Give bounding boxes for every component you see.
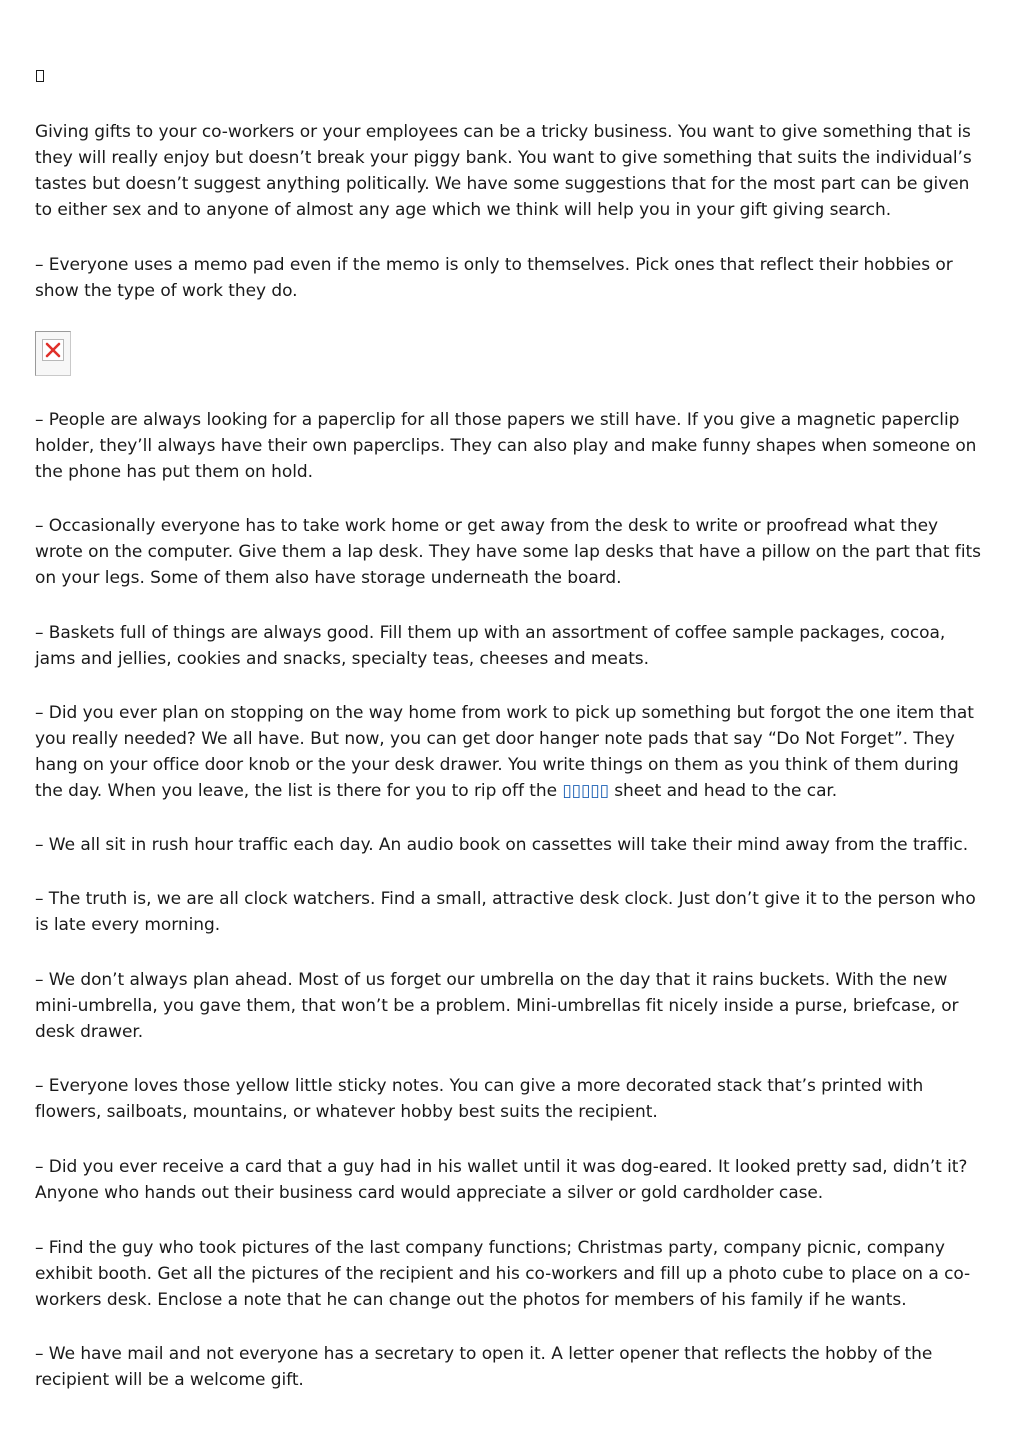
broken-image-icon: [42, 339, 64, 361]
cardholder-paragraph: – Did you ever receive a card that a guy had in his wallet until it was dog-eared. It looked pretty sad, didn’t it? Anyone who hands out their business card would appreciate a silver or gold cardholder case.: [35, 1157, 968, 1203]
photo-cube-paragraph: – Find the guy who took pictures of the last company functions; Christmas party, company picnic, company exhibit booth. Get all the pictures of the recipient and his co-workers and fill up a photo cube to place on a co-workers desk. Enclose a note that he can change out the photos for members of his family if he wants.: [35, 1238, 971, 1310]
desk-clock-paragraph: – The truth is, we are all clock watchers. Find a small, attractive desk clock. Just don’t give it to the person who is late every morning.: [35, 889, 976, 935]
close-x-icon: [45, 342, 61, 358]
sticky-notes-paragraph: – Everyone loves those yellow little sticky notes. You can give a more decorated stack that’s printed with flowers, sailboats, mountains, or whatever hobby best suits the recipient.: [35, 1076, 924, 1122]
letter-opener-paragraph: – We have mail and not everyone has a secretary to open it. A letter opener that reflects the hobby of the recipient will be a welcome gift.: [35, 1344, 933, 1390]
broken-image-placeholder: [35, 331, 71, 376]
inline-link[interactable]: ▯▯▯▯▯: [562, 781, 609, 801]
umbrella-paragraph: – We don’t always plan ahead. Most of us forget our umbrella on the day that it rains buckets. With the new mini-umbrella, you gave them, that won’t be a problem. Mini-umbrellas fit nicely inside a purse, briefcase, or desk drawer.: [35, 970, 959, 1042]
door-hanger-text: – Did you ever plan on stopping on the way home from work to pick up something but forgot the one item that you really needed? We all have. But now, you can get door hanger note pads that say “Do Not Forget”. They hang on your office door knob or the your desk drawer. You write things on them as you think of them during the day. When you leave, the list is there for you to rip off the: [35, 703, 974, 801]
baskets-paragraph: – Baskets full of things are always good. Fill them up with an assortment of coffee sample packages, cocoa, jams and jellies, cookies and snacks, specialty teas, cheeses and meats.: [35, 623, 946, 669]
door-hanger-text-end: sheet and head to the car.: [608, 781, 838, 801]
door-hanger-paragraph: [35, 700, 990, 804]
intro-paragraph: Giving gifts to your co-workers or your employees can be a tricky business. You want to give something that is they will really enjoy but doesn’t break your piggy bank. You want to give something that suits the individual’s tastes but doesn’t suggest anything politically. We have some suggestions that for the most part can be given to either sex and to anyone of almost any age which we think will help you in your gift giving search.: [35, 122, 972, 220]
memo-pad-paragraph: – Everyone uses a memo pad even if the memo is only to themselves. Pick ones that reflect their hobbies or show the type of work they do.: [35, 255, 953, 301]
paperclip-paragraph: – People are always looking for a paperclip for all those papers we still have. If you give a magnetic paperclip holder, they’ll always have their own paperclips. They can also play and make funny shapes when someone on the phone has put them on hold.: [35, 410, 977, 482]
audio-book-paragraph: – We all sit in rush hour traffic each day. An audio book on cassettes will take their mind away from the traffic.: [35, 835, 969, 855]
missing-glyph-icon: [36, 70, 44, 82]
lap-desk-paragraph: – Occasionally everyone has to take work home or get away from the desk to write or proofread what they wrote on the computer. Give them a lap desk. They have some lap desks that have a pillow on the part that fits on your legs. Some of them also have storage underneath the board.: [35, 516, 981, 588]
